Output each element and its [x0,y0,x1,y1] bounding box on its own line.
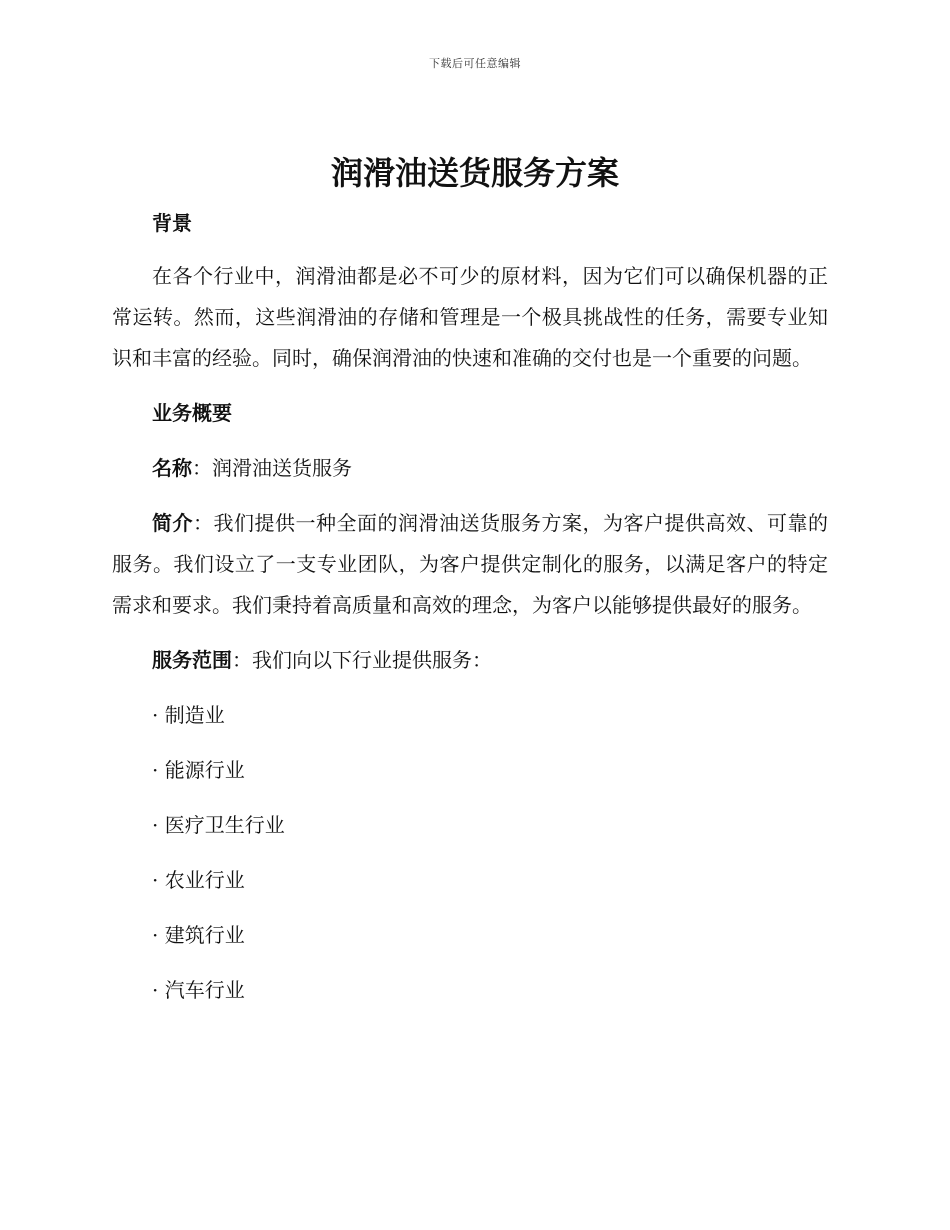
industry-item-automotive: · 汽车行业 [152,978,245,1002]
section-heading-background: 背景 [152,211,192,235]
industry-list [112,695,828,1011]
service-intro-paragraph [112,503,828,626]
background-paragraph: 在各个行业中，润滑油都是必不可少的原材料，因为它们可以确保机器的正常运转。然而，这些润滑油的存储和管理是一个极具挑战性的任务，需要专业知识和丰富的经验。同时，确保润滑油的快速和准确的交付也是一个重要的问题。 [112,264,828,370]
document-title: 润滑油送货服务方案 [330,154,619,192]
service-name-paragraph [112,448,828,489]
service-intro-label: 简介 [152,511,193,535]
service-scope-value: ：我们向以下行业提供服务： [232,648,492,672]
page-header-note: 下载后可任意编辑 [429,57,521,70]
industry-item-construction: · 建筑行业 [152,923,245,947]
service-intro-value: ：我们提供一种全面的润滑油送货服务方案，为客户提供高效、可靠的服务。我们设立了一支专业团队，为客户提供定制化的服务，以满足客户的特定需求和要求。我们秉持着高质量和高效的理念，为客户以能够提供最好的服务。 [112,511,828,617]
service-name-label: 名称 [152,456,192,480]
document-body [112,203,828,1025]
industry-item-energy: · 能源行业 [152,758,245,782]
industry-item-manufacturing: · 制造业 [152,703,225,727]
service-scope-label: 服务范围 [152,648,232,672]
industry-item-healthcare: · 医疗卫生行业 [152,813,285,837]
service-scope-paragraph [112,640,828,681]
service-name-value: ：润滑油送货服务 [192,456,352,480]
industry-item-agriculture: · 农业行业 [152,868,245,892]
section-heading-overview: 业务概要 [152,401,232,425]
